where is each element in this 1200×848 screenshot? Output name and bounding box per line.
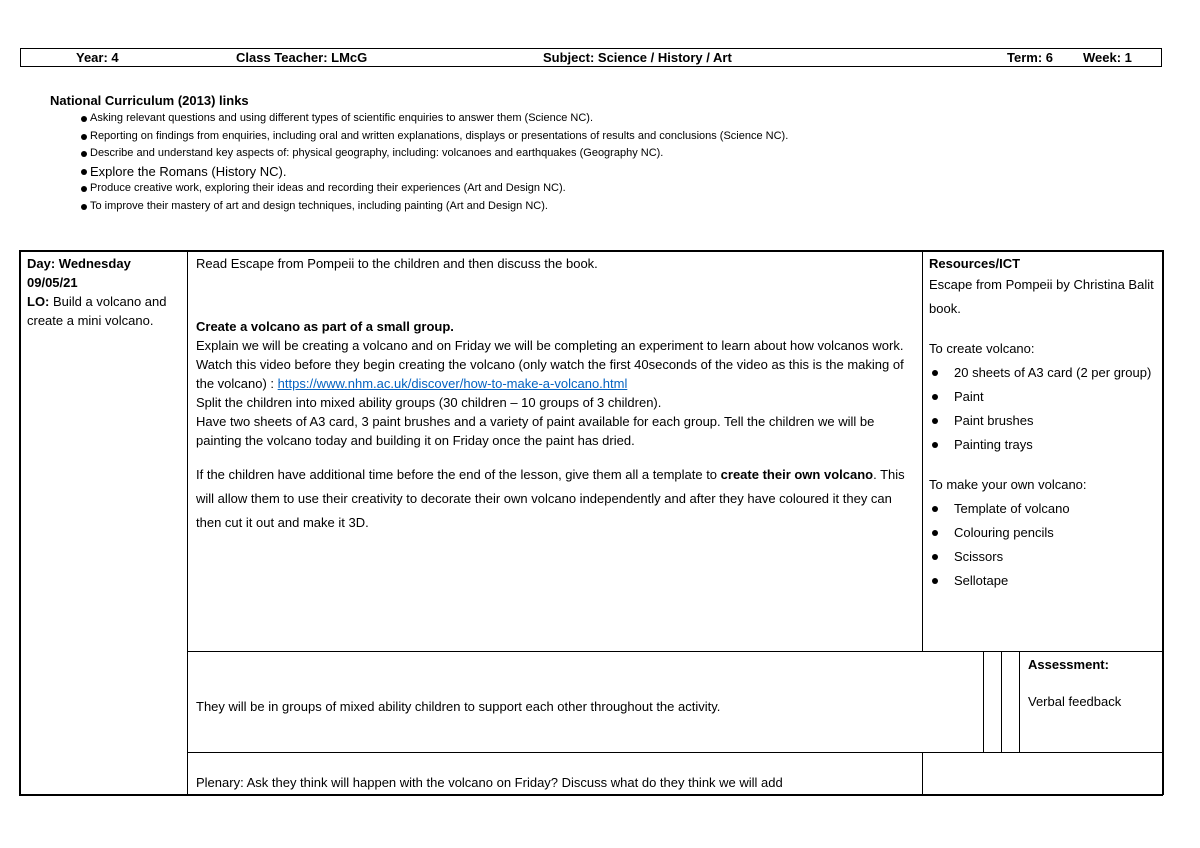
list-item: Explore the Romans (History NC).	[50, 163, 788, 181]
assessment-title: Assessment:	[1028, 657, 1109, 672]
list-item: Paint	[929, 385, 1157, 409]
make-volcano-list	[929, 497, 1157, 593]
assessment-cell	[1028, 655, 1158, 711]
group-heading: Create a volcano as part of a small group.	[196, 319, 454, 334]
list-item: Colouring pencils	[929, 521, 1157, 545]
list-item: Template of volcano	[929, 497, 1157, 521]
split-text: Split the children into mixed ability groups (30 children – 10 groups of 3 children).	[196, 395, 662, 410]
learning-objective	[27, 292, 183, 330]
lo-text: Build a volcano and create a mini volcano.	[27, 294, 167, 328]
make-volcano-label: To make your own volcano:	[929, 477, 1087, 492]
extension-part-1: If the children have additional time before the end of the lesson, give them all a template to	[196, 467, 721, 482]
plenary-text: Plenary: Ask they think will happen with the volcano on Friday? Discuss what do they think we will add	[196, 775, 783, 790]
resources-title: Resources/ICT	[929, 256, 1021, 271]
video-instruction: Watch this video before they begin creating the volcano (only watch the first 40seconds of the video as this is the making of the volcano) :	[196, 357, 904, 391]
list-item: Scissors	[929, 545, 1157, 569]
main-activity-cell	[196, 254, 916, 535]
lesson-date: 09/05/21	[27, 275, 78, 290]
list-item: 20 sheets of A3 card (2 per group)	[929, 361, 1157, 385]
list-item: Painting trays	[929, 433, 1157, 457]
list-item: Sellotape	[929, 569, 1157, 593]
extension-text	[196, 463, 916, 535]
day-label: Day: Wednesday	[27, 256, 131, 271]
list-item: Describe and understand key aspects of: physical geography, including: volcanoes and earthquakes (Geography NC).	[50, 145, 788, 163]
video-text	[196, 355, 916, 393]
extension-bold: create their own volcano	[720, 467, 874, 482]
materials-text: Have two sheets of A3 card, 3 paint brushes and a variety of paint available for each group. Tell the children we will be painting the volcano today and building it on Friday once the paint has dried.	[196, 414, 875, 448]
year-label: Year: 4	[76, 50, 119, 65]
list-item: To improve their mastery of art and design techniques, including painting (Art and Design NC).	[50, 198, 788, 216]
term-label: Term: 6	[1007, 50, 1053, 65]
lo-label: LO:	[27, 294, 50, 309]
video-link[interactable]: https://www.nhm.ac.uk/discover/how-to-make-a-volcano.html	[277, 376, 628, 391]
list-item: Produce creative work, exploring their ideas and recording their experiences (Art and Design NC).	[50, 180, 788, 198]
curriculum-list	[50, 110, 788, 215]
list-item: Asking relevant questions and using different types of scientific enquiries to answer them (Science NC).	[50, 110, 788, 128]
curriculum-title: National Curriculum (2013) links	[50, 93, 249, 108]
header-bar	[20, 48, 1162, 67]
intro-text: Read Escape from Pompeii to the children and then discuss the book.	[196, 256, 598, 271]
resources-cell	[929, 254, 1157, 593]
list-item: Reporting on findings from enquiries, including oral and written explanations, displays or presentations of results and conclusions (Science NC).	[50, 128, 788, 146]
grouping-text: They will be in groups of mixed ability children to support each other throughout the activity.	[196, 699, 721, 714]
create-volcano-list	[929, 361, 1157, 457]
day-cell	[27, 254, 183, 330]
resources-book: Escape from Pompeii by Christina Balit book.	[929, 277, 1154, 316]
subject-label: Subject: Science / History / Art	[543, 50, 732, 65]
class-teacher-label: Class Teacher: LMcG	[236, 50, 368, 65]
extension-part-2: . This will allow them to use their creativity to decorate their own volcano independently and after they have coloured it they can then cut it out and make it 3D.	[196, 467, 905, 530]
curriculum-section	[50, 93, 788, 215]
list-item: Paint brushes	[929, 409, 1157, 433]
week-label: Week: 1	[1083, 50, 1132, 65]
create-volcano-label: To create volcano:	[929, 341, 1035, 356]
assessment-value: Verbal feedback	[1028, 694, 1122, 709]
explain-text: Explain we will be creating a volcano and on Friday we will be completing an experiment to learn about how volcanos work.	[196, 338, 904, 353]
